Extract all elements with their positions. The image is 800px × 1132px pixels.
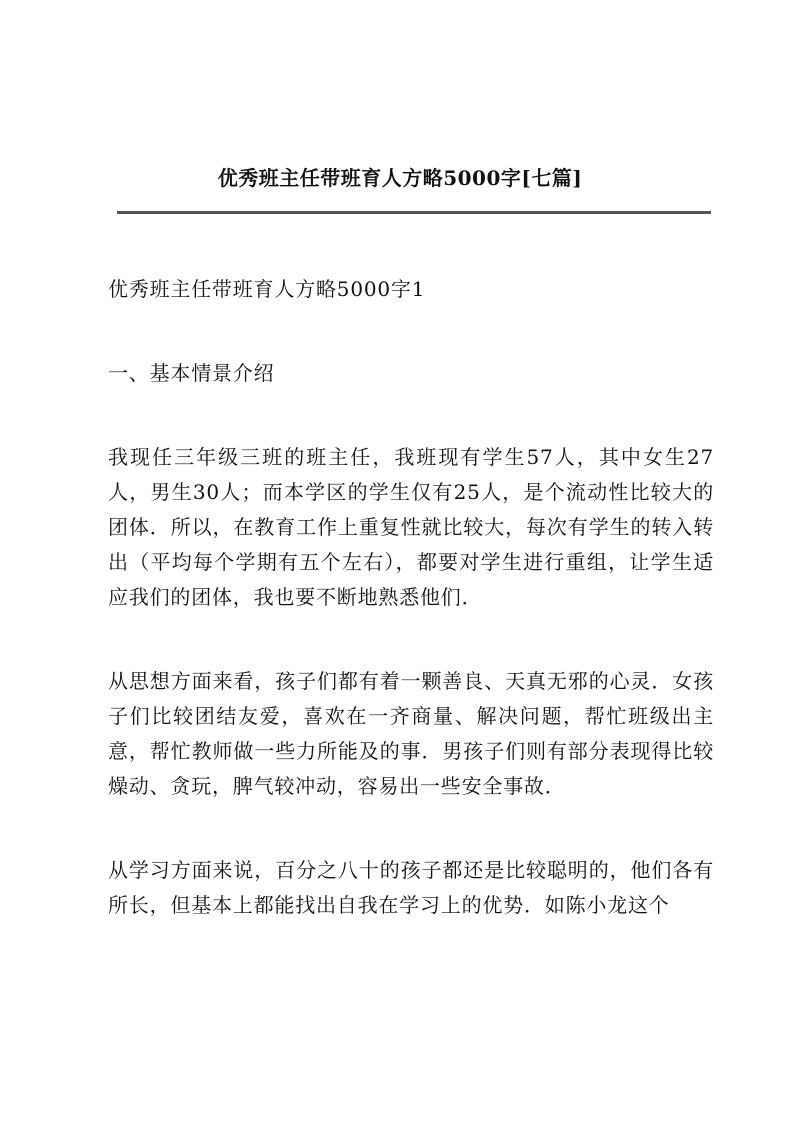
paragraph: 我现任三年级三班的班主任，我班现有学生57人，其中女生27人，男生30人；而本学区的学生仅有25人，是个流动性比较大的团体．所以，在教育工作上重复性就比较大，每次有学生的转入转出（平均每个学期有五个左右），都要对学生进行重组，让学生适应我们的团体，我也要不断地熟悉他们． xyxy=(108,445,714,609)
document-body xyxy=(108,272,714,972)
section-heading: 一、基本情景介绍 xyxy=(108,361,275,385)
title-divider xyxy=(117,211,711,214)
document-title: 优秀班主任带班育人方略5000字[七篇] xyxy=(217,166,583,190)
paragraph: 从思想方面来看，孩子们都有着一颗善良、天真无邪的心灵．女孩子们比较团结友爱，喜欢在一齐商量、解决问题，帮忙班级出主意，帮忙教师做一些力所能及的事．男孩子们则有部分表现得比较燥动、贪玩，脾气较冲动，容易出一些安全事故． xyxy=(108,669,714,798)
paragraph: 从学习方面来说，百分之八十的孩子都还是比较聪明的，他们各有所长，但基本上都能找出自我在学习上的优势．如陈小龙这个 xyxy=(108,858,714,917)
article-subtitle: 优秀班主任带班育人方略5000字1 xyxy=(108,277,426,301)
